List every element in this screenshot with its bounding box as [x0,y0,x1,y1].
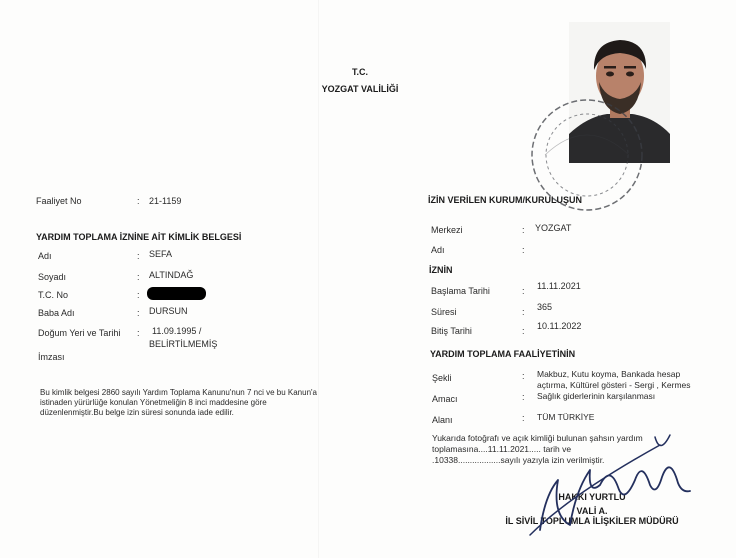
handwritten-signature [510,425,700,545]
dogum-label: Doğum Yeri ve Tarihi [38,328,121,338]
adi-label: Adı [38,251,52,261]
header-country: T.C. [351,67,368,77]
bitis-sep: : [522,326,525,336]
permission-statement: Yukarıda fotoğrafı ve açık kimliği bulunan şahsın yardım toplamasına....11.11.2021..... tarih ve .10338..................sayılı yazıyla izin verilmiştir. [432,433,643,465]
baslama-sep: : [522,286,525,296]
legal-note: Bu kimlik belgesi 2860 sayılı Yardım Toplama Kanunu'nun 7 nci ve bu Kanun'a istinaden yürürlüğe konulan Yönetmeliğin 8 inci maddesine göre düzenlenmiştir.Bu belge izin süresi sonunda iade edilir. [40,388,318,417]
suresi-value: 365 [537,302,553,312]
baba-sep: : [137,308,140,318]
tc-sep: : [137,290,140,300]
dogum-value-line2: BELİRTİLMEMİŞ [149,339,218,349]
izin-title: İZNİN [429,265,453,275]
merkezi-sep: : [522,225,525,235]
baba-label: Baba Adı [38,308,75,318]
baba-value: DURSUN [149,306,188,316]
amaci-sep: : [522,392,525,402]
faaliyet-label: Faaliyet No [36,196,82,206]
imza-label: İmzası [38,352,65,362]
dogum-sep: : [137,328,140,338]
kurulus-adi-label: Adı [431,245,445,255]
faaliyet-sep: : [137,196,140,206]
amaci-value: Sağlık giderlerinin karşılanması [537,391,656,401]
kimlik-section-title: YARDIM TOPLAMA İZNİNE AİT KİMLİK BELGESİ [36,232,242,242]
faaliyet-title: YARDIM TOPLAMA FAALİYETİNİN [430,349,576,359]
sekli-label: Şekli [432,373,452,383]
faaliyet-value: 21-1159 [149,196,182,206]
kurulus-adi-sep: : [522,245,525,255]
soyadi-value: ALTINDAĞ [149,270,194,280]
sekli-value: Makbuz, Kutu koyma, Bankada hesap açtırma, Kültürel gösteri - Sergi , Kermes [537,369,691,390]
tc-redaction [147,287,206,300]
signer-title: VALİ A. [576,506,608,516]
bitis-label: Bitiş Tarihi [431,326,472,336]
amaci-label: Amacı [432,394,458,404]
alani-label: Alanı [432,415,453,425]
soyadi-label: Soyadı [38,272,67,282]
adi-sep: : [137,251,140,261]
suresi-label: Süresi [431,307,457,317]
merkezi-label: Merkezi [431,225,463,235]
signer-name: HAKKI YURTLU [558,492,626,502]
sekli-sep: : [522,371,525,381]
kurulus-title: İZİN VERİLEN KURUM/KURULUŞUN [428,195,582,205]
header-office: YOZGAT VALİLİĞİ [321,84,399,94]
adi-value: SEFA [149,249,173,259]
baslama-value: 11.11.2021 [537,281,581,291]
dogum-value-line1: 11.09.1995 / [152,326,202,336]
baslama-label: Başlama Tarihi [431,286,490,296]
alani-value: TÜM TÜRKİYE [537,412,595,422]
suresi-sep: : [522,307,525,317]
alani-sep: : [522,413,525,423]
merkezi-value: YOZGAT [535,223,572,233]
bitis-value: 10.11.2022 [537,321,582,331]
tc-label: T.C. No [38,290,69,300]
soyadi-sep: : [137,272,140,282]
signer-department: İL SİVİL TOPLUMLA İLİŞKİLER MÜDÜRÜ [505,516,679,526]
